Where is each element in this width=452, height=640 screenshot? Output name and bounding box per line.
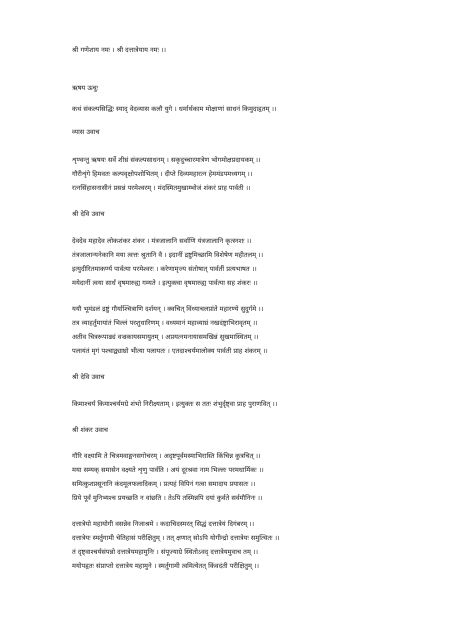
verse-line: मयोपहृतः संप्राप्तो दत्तात्रेय महामुने । स्मर्तुगामी त्वमित्येतत् किंवदंती परीक्षितुम् ।। xyxy=(72,562,260,570)
verse-line: दत्तात्रेयः स्मर्तुगामी चेतिहासं परीक्षितुम् । तत् क्षणात् सोऽपि योगीन्द्रो दत्तात्रेयः समुत्थितः ।। xyxy=(72,534,280,542)
verse-line: पलायंतं मृगं पश्चाद्व्याघ्रो भीत्या पलायतः । एतदाश्चर्यमालोक्य पार्वती प्राह शंकरम् ।। xyxy=(72,347,268,355)
verse-line: रत्नसिंहासनासीनं प्रसन्नं परमेश्वरम् । मंदस्मितमुखाम्भोजं शंकरं प्राह पार्वती ।। xyxy=(72,184,251,192)
verse-line: शृण्वन्तु ऋषयः सर्वे शीघ्रं संकल्पसाधनम् । सकृदुच्चारमात्रेण भोगमोक्षप्रदायकम् ।। xyxy=(72,156,261,164)
verse-line: दत्तात्रेयो महायोगी वसन्नेव निजाश्रमे । कदाचिदस्मरत् सिद्धं दत्तात्रेयं दिगंबरम् ।। xyxy=(72,520,255,528)
verse-line: गौरीशृंगे हिमवतः कल्पवृक्षोपशोभितम् । दीप्ते दिव्यमहारत्न हेममंडपमध्यगम् ।। xyxy=(72,170,253,178)
verse-line: गौरि वक्ष्यामि ते चित्रमवाङ्मनसगोचरम् । अदृष्टपूर्वमस्माभिरास्ति किंचिन्न कुत्रचित् ।। xyxy=(72,452,261,460)
verse-line: इत्युदीरितमाकर्ण्य पार्वत्या परमेश्वरः । करेणामृज्य संतोषात् पार्वतीं प्रत्यभाषत ।। xyxy=(72,265,257,273)
verse-line: अतीव चित्ररूपाढ्यं वज्रकायसमायुतम् । अप्रयत्नमनायासमखिन्नं सुखमास्थितम् ।। xyxy=(72,333,259,341)
verse-line: मया सम्यक् समासेन वक्ष्यते शृणु पार्वति । अयं दूरश्रवा नाम भिल्लः परमधार्मिकः ।। xyxy=(72,466,264,474)
invocation-line: श्री गणेशाय नमः । श्री दत्तात्रेयाय नमः ।। xyxy=(72,46,167,54)
verse-line: किमाश्चर्यं किमाश्चर्यमग्रे शंभो निरीक्ष्यताम् । इत्युक्तः स ततः शंभुर्दृष्ट्वा प्राह पुराणवित् ।। xyxy=(72,400,278,408)
speaker-heading: श्री देवि उवाच xyxy=(72,210,105,218)
speaker-heading: श्री शंकर उवाच xyxy=(72,426,108,434)
verse-line: देवदेव महादेव लोकशंकर शंकर । मंत्रजालानि सर्वाणि यंत्रजालानि कृत्स्नशः ।। xyxy=(72,237,252,245)
speaker-heading: श्री देवि उवाच xyxy=(72,373,105,381)
verse-line: कथं संकल्पसिद्धिः स्याद् वेदव्यास कलौ युगे । धर्मार्थकाम मोक्षाणां साधनं किमुदाहृतम् ।। xyxy=(72,105,277,113)
verse-line: प्रिये पूर्वं मुनिभ्यश्च प्रयच्छति न वांछति । तेऽपि तस्मिन्नपि दयां कुर्वते सर्वमौनिनः ।। xyxy=(72,494,263,502)
verse-line: मयेदानीं त्वया सार्धं वृषमारुह्य गम्यते । इत्युक्त्वा वृषमारुह्य पार्वत्या सह शंकरः ।। xyxy=(72,279,258,287)
verse-line: तंत्रजालान्यनेकानि मया त्वत्तः श्रुतानि वै । इदानीं द्रष्टुमिच्छामि विशेषेण महीतलम् ।। xyxy=(72,251,264,259)
speaker-heading: ऋषय ऊचुः xyxy=(72,84,99,92)
speaker-heading: व्यास उवाच xyxy=(72,128,100,136)
verse-line: समित्कुशप्रसूनानि कंदमूलफलादिकम् । प्रत्यहं विपिनं गत्वा समादाय प्रयासतः ।। xyxy=(72,480,256,488)
verse-line: तं दृष्ट्वाश्चर्यसंपन्नो दत्तात्रेयमहामुनिः । संपूज्याग्रे स्थितोऽवद् दत्तात्रेयमुवाच तम् ।। xyxy=(72,548,258,556)
verse-line: तत्र व्याहर्तुमायांतं भिल्लं परशुधारिणम् । वध्यमानं महाव्याघ्रं नखदंष्ट्राभिरावृतम् ।। xyxy=(72,319,258,327)
verse-line: ययौ भूमंडलं द्रष्टुं गौर्याश्चित्राणि दर्शयन् । क्वचित् विंध्याचलप्रांते महारण्ये सुदुर्गमे ।। xyxy=(72,305,264,313)
